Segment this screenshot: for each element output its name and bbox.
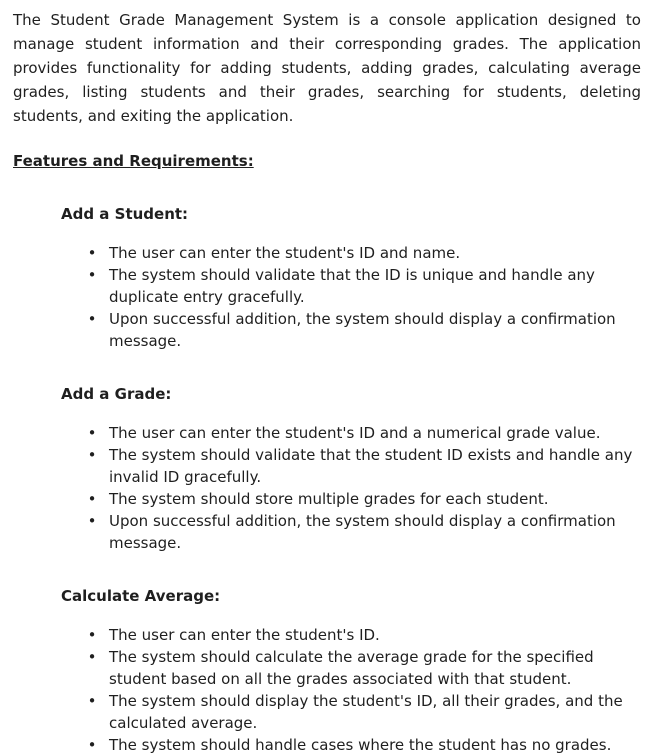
list-item	[87, 488, 641, 510]
list-item-text: The system should handle cases where the student has no grades.	[109, 736, 612, 754]
bullet-icon: •	[87, 244, 97, 262]
list-item-text: The system should store multiple grades for each student.	[109, 490, 549, 508]
bullet-icon: •	[87, 692, 97, 710]
section-title: Add a Grade:	[61, 385, 172, 403]
list-item	[87, 308, 641, 352]
list-item	[87, 264, 641, 308]
bullet-icon: •	[87, 310, 97, 328]
list-item-text: The user can enter the student's ID.	[109, 626, 380, 644]
bullet-icon: •	[87, 626, 97, 644]
bullet-icon: •	[87, 266, 97, 284]
section-title: Add a Student:	[61, 205, 189, 223]
list-item	[87, 510, 641, 554]
list-item-text: The user can enter the student's ID and name.	[109, 244, 461, 262]
requirements-list	[61, 422, 641, 554]
section-title: Calculate Average:	[61, 587, 221, 605]
features-heading: Features and Requirements:	[13, 152, 254, 170]
list-item-text: Upon successful addition, the system should display a confirmation message.	[109, 512, 616, 552]
list-item-text: The system should calculate the average grade for the specified student based on all the grades associated with that student.	[109, 648, 594, 688]
bullet-icon: •	[87, 736, 97, 754]
requirements-list	[61, 242, 641, 352]
list-item	[87, 444, 641, 488]
list-item	[87, 242, 641, 264]
bullet-icon: •	[87, 512, 97, 530]
section-add-student	[61, 202, 641, 352]
bullet-icon: •	[87, 446, 97, 464]
section-calculate-average	[61, 584, 641, 756]
intro-paragraph: The Student Grade Management System is a console application designed to manage student information and their corresponding grades. The application provides functionality for adding students, adding grades, calculating average grades, listing students and their grades, searching for students, deleting students, and exiting the application.	[13, 11, 641, 125]
bullet-icon: •	[87, 648, 97, 666]
list-item	[87, 646, 641, 690]
list-item-text: The system should validate that the student ID exists and handle any invalid ID gracefully.	[109, 446, 633, 486]
bullet-icon: •	[87, 490, 97, 508]
list-item	[87, 734, 641, 756]
list-item-text: The system should display the student's ID, all their grades, and the calculated average.	[109, 692, 623, 732]
list-item	[87, 690, 641, 734]
requirements-list	[61, 624, 641, 756]
list-item-text: The system should validate that the ID is unique and handle any duplicate entry gracefully.	[109, 266, 595, 306]
list-item-text: The user can enter the student's ID and a numerical grade value.	[109, 424, 601, 442]
section-add-grade	[61, 382, 641, 554]
list-item	[87, 624, 641, 646]
list-item	[87, 422, 641, 444]
list-item-text: Upon successful addition, the system should display a confirmation message.	[109, 310, 616, 350]
bullet-icon: •	[87, 424, 97, 442]
